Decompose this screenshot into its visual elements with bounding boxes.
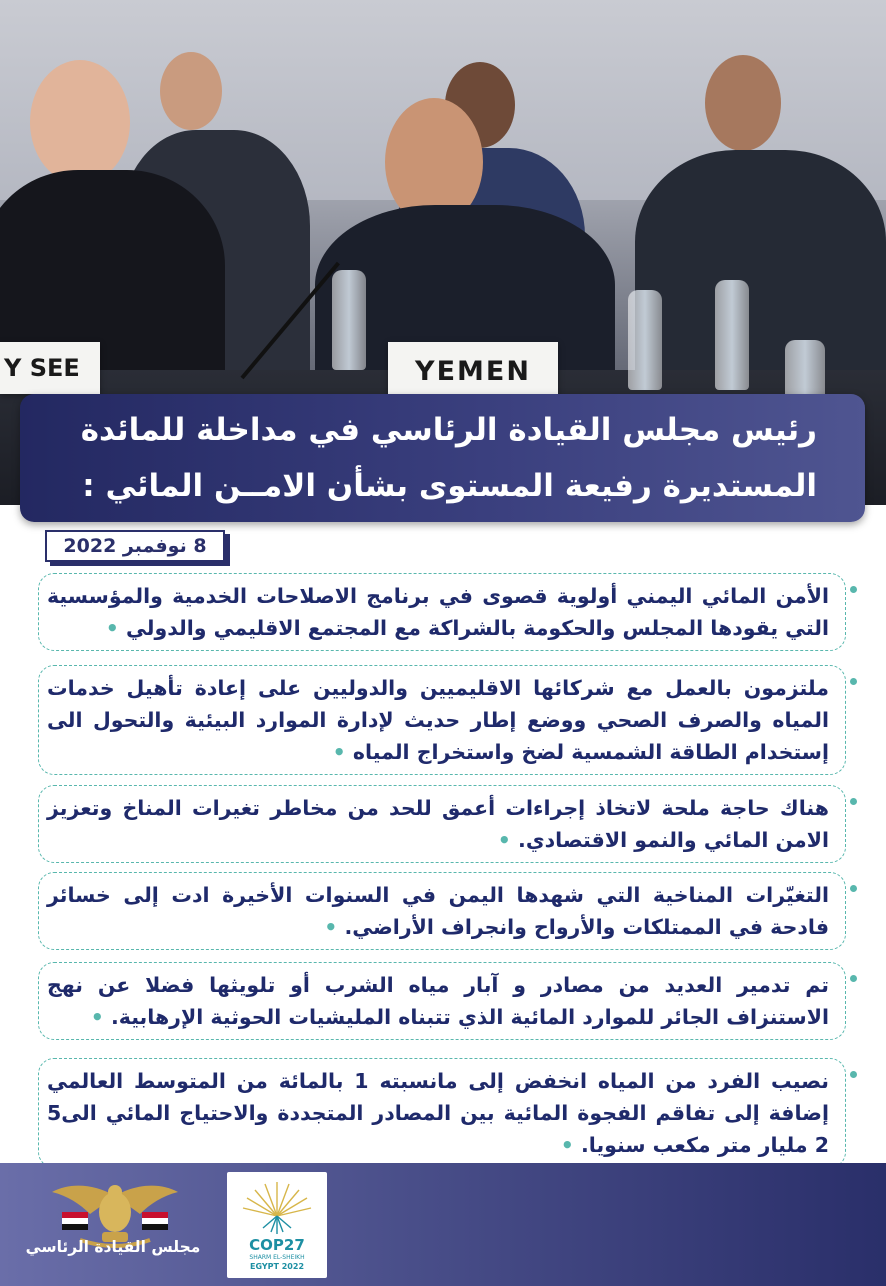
list-item <box>38 1058 846 1168</box>
bullet-icon <box>850 586 857 593</box>
item-text: التغيّرات المناخية التي شهدها اليمن في السنوات الأخيرة ادت إلى خسائر فادحة في الممتلكات والأرواح وانجراف الأراضي. <box>47 883 829 939</box>
dot-icon: • <box>90 1005 104 1029</box>
cop27-title: COP27 <box>249 1236 305 1254</box>
date-badge: 8 نوفمبر 2022 <box>45 530 225 562</box>
water-glass <box>785 340 825 400</box>
list-item <box>38 872 846 950</box>
person-back-3 <box>635 150 886 380</box>
list-item <box>38 785 846 863</box>
water-bottle <box>332 270 366 370</box>
item-text: نصيب الفرد من المياه انخفض إلى مانسبته 1 بالمائة من المتوسط العالمي إضافة إلى تفاقم الفجوة المائية بين المصادر المتجددة والاحتياج المائي الى5 2 مليار متر مكعب سنويا. <box>47 1069 829 1157</box>
dot-icon: • <box>105 616 119 640</box>
dot-icon: • <box>332 740 346 764</box>
bullet-icon <box>850 975 857 982</box>
item-text: هناك حاجة ملحة لاتخاذ إجراءات أعمق للحد من مخاطر تغيرات المناخ وتعزيز الامن المائي والنمو الاقتصادي. <box>47 796 829 852</box>
list-item <box>38 962 846 1040</box>
council-name: مجلس القيادة الرئاسي <box>25 1238 201 1256</box>
cop27-logo <box>227 1172 327 1278</box>
sun-rays-icon <box>227 1176 327 1236</box>
placard-yemen: YEMEN <box>388 342 558 400</box>
title-banner <box>20 394 865 522</box>
bullet-icon <box>850 1071 857 1078</box>
item-text: تم تدمير العديد من مصادر و آبار مياه الشرب أو تلويثها فضلا عن نهج الاستنزاف الجائر للموارد المائية الذي تتبناه المليشيات الحوثية الإرهابية. <box>47 973 829 1029</box>
placard-holy-see: Y SEE <box>0 342 100 394</box>
water-bottle <box>628 290 662 390</box>
item-text: الأمن المائي اليمني أولوية قصوى في برنامج الاصلاحات الخدمية والمؤسسية التي يقودها المجلس والحكومة بالشراكة مع المجتمع الاقليمي والدولي <box>47 584 829 640</box>
dot-icon: • <box>497 828 511 852</box>
water-bottle <box>715 280 749 390</box>
person-back-1-head <box>160 52 222 130</box>
cop27-location: SHARM EL-SHEIKH <box>249 1254 305 1261</box>
title-line-2: المستديرة رفيعة المستوى بشأن الامــن المائي : <box>82 468 817 504</box>
cop27-year: EGYPT 2022 <box>249 1262 305 1271</box>
dot-icon: • <box>560 1133 574 1157</box>
person-left-head <box>30 60 130 184</box>
list-item <box>38 665 846 775</box>
bullet-icon <box>850 678 857 685</box>
person-back-3-head <box>705 55 781 151</box>
list-item <box>38 573 846 651</box>
bullet-icon <box>850 885 857 892</box>
title-line-1: رئيس مجلس القيادة الرئاسي في مداخلة للمائدة <box>80 412 817 448</box>
dot-icon: • <box>324 915 338 939</box>
bullet-icon <box>850 798 857 805</box>
item-text: ملتزمون بالعمل مع شركائها الاقليميين والدوليين على إعادة تأهيل خدمات المياه والصرف الصحي ووضع إطار حديث لإدارة الموارد البيئية والتحول الى إستخدام الطاقة الشمسية لضخ واستخراج المياه <box>47 676 829 764</box>
